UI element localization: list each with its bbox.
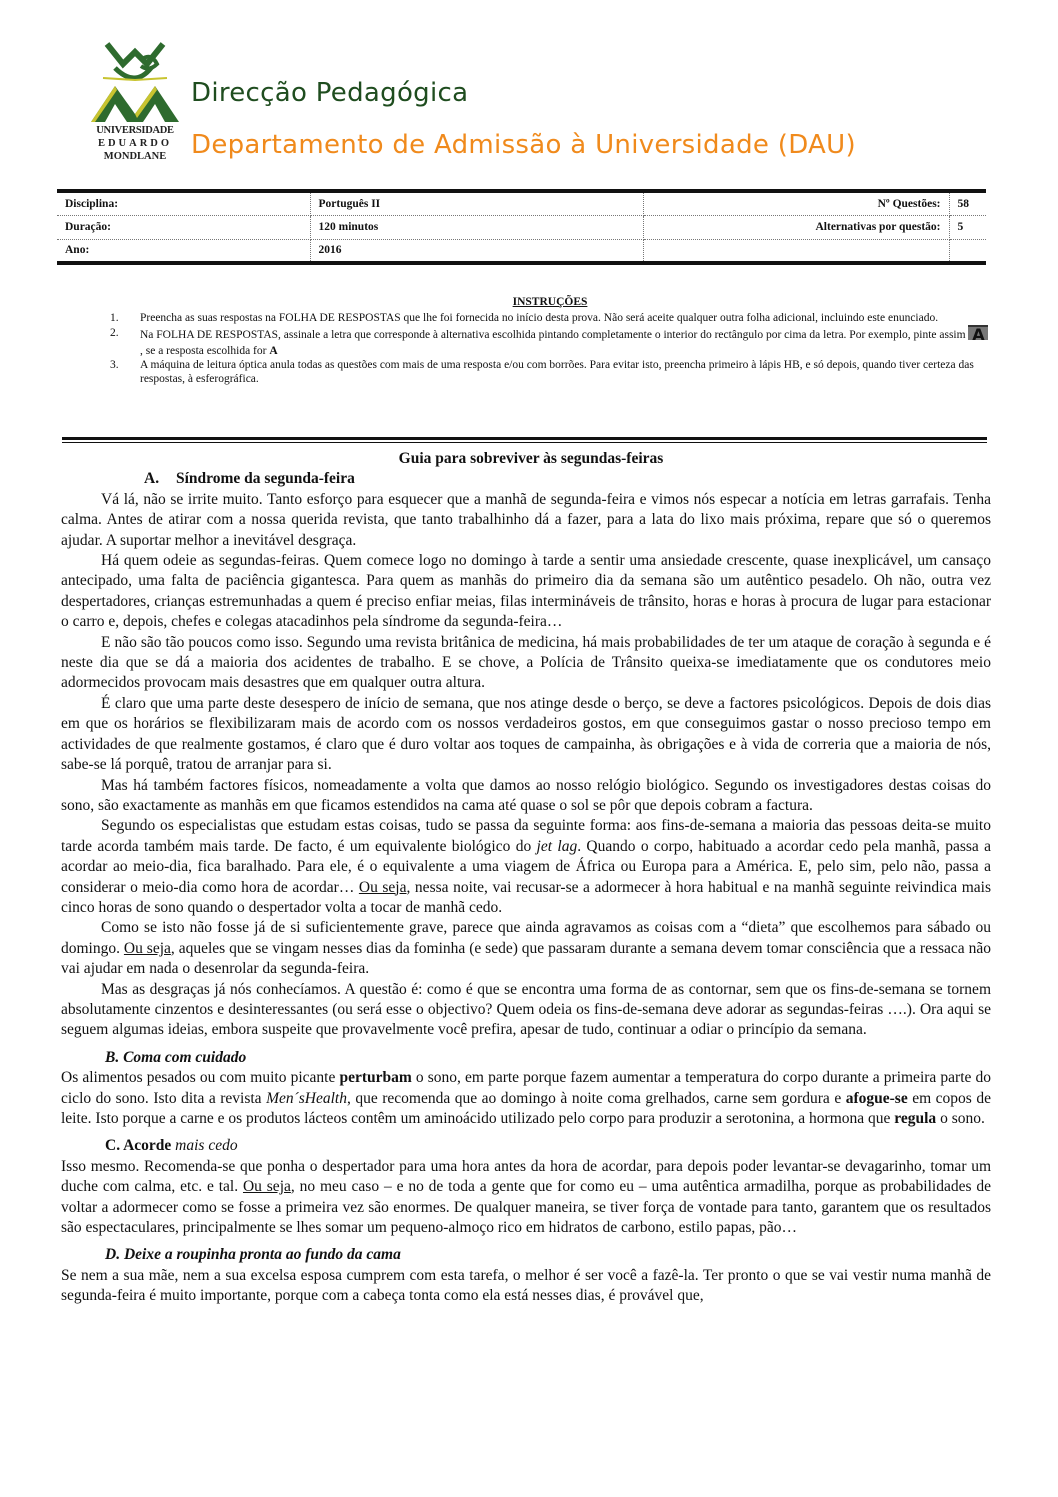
table-row xyxy=(57,191,986,215)
university-logo xyxy=(85,38,185,166)
logo-wordmark: UNIVERSIDADE EDUARDO MONDLANE xyxy=(96,125,174,162)
page-header xyxy=(85,38,985,168)
paragraph: Como se isto não fosse já de si suficientemente grave, parece que ainda agravamos as coisas com a “dieta” que escolhemos para sábado ou domingo. Ou seja, aqueles que se vingam nesses dias da fominha (e sede) que passaram durante a semana devem tomar consciência que a ressaca não vai ajudar em nada o desenrolar da segunda-feira. xyxy=(61,919,991,978)
instruction-item: 2. Na FOLHA DE RESPOSTAS, assinale a letra que corresponde à alternativa escolhida pintando completamente o interior do rectângulo por cima da letra. Por exemplo, pinte assim A, se a resposta escolhida for A xyxy=(100,325,990,359)
section-d-heading: D. Deixe a roupinha pronta ao fundo da cama xyxy=(105,1246,401,1264)
discipline-value: Português II xyxy=(310,191,643,215)
section-divider xyxy=(62,437,987,443)
exam-info-table xyxy=(57,189,986,265)
instructions xyxy=(100,296,990,386)
header-subtitle: Departamento de Admissão à Universidade (DAU) xyxy=(191,130,856,160)
paragraph: Os alimentos pesados ou com muito picante perturbam o sono, em parte porque fazem aumentar a temperatura do corpo durante a primeira parte do ciclo do sono. Isto dita a revista Men´sHealth, que recomenda que ao domingo à noite coma grelhados, carne sem gordura e afogue-se em copos de leite. Isto porque a carne e os produtos lácteos contêm um aminoácido utilizado pelo corpo para produzir a serotonina, a hormona que regula o sono. xyxy=(61,1069,991,1127)
duration-label: Duração: xyxy=(57,215,310,239)
filled-box-example-icon: A xyxy=(968,325,988,340)
alternatives-label: Alternativas por questão: xyxy=(643,215,949,239)
paragraph: E não são tão poucos como isso. Segundo uma revista britânica de medicina, há mais probabilidades de ter um ataque de coração à segunda e é neste dia que se dá a maioria dos acidentes de trabalho. E se chove, a Polícia de Trânsito queixa-se imediatamente que os condutores meio adormecidos provocam mais desastres que em qualquer outra altura. xyxy=(61,633,991,692)
paragraph: Segundo os especialistas que estudam estas coisas, tudo se passa da seguinte forma: aos fins-de-semana a maioria das pessoas deita-se muito tarde acorda também mais tarde. De facto, é um equivalente biológico do jet lag. Quando o corpo, habituado a acordar cedo pela manhã, passa a acordar ao meio-dia, fica baralhado. Para ele, é o equivalente a uma viagem de África ou Europa para a América. E, pelo sim, pelo não, passa a considerar o meio-dia como hora de acordar… Ou seja, nessa noite, vai recusar-se a adormecer à hora habitual e na manhã seguinte reivindica mais cinco horas de sono quando o despertador volta a tocar de manhã cedo. xyxy=(61,817,992,916)
passage-title: Guia para sobreviver às segundas-feiras xyxy=(398,450,664,467)
year-value: 2016 xyxy=(310,239,643,263)
paragraph: Há quem odeie as segundas-feiras. Quem comece logo no domingo à tarde a sentir uma ansiedade crescente, quase inexplicável, um cansaço antecipado, uma falta de paciência gigantesca. Para quem as manhãs do primeiro dia da semana são um autêntico pesadelo. Oh não, outra vez despertadores, crianças estremunhadas a quem é preciso enfiar meias, filas intermináveis de trânsito, horas e horas à procura de lugar para estacionar o carro e, depois, chefes e colegas atacadinhos pela síndrome da segunda-feira… xyxy=(61,552,991,631)
paragraph: É claro que uma parte deste desespero de início de semana, que nos atinge desde o berço, se deve a factores psicológicos. Depois de dois dias em que os horários se flexibilizaram mais de acordo com os nossos verdadeiros gostos, em que conseguimos gastar o nosso precioso tempo em actividades de que realmente gostamos, é claro que é duro voltar aos toques de campainha, às obrigações e à vida de correria que a maioria de nós, sabe-se lá porquê, tratou de arranjar para si. xyxy=(61,694,991,774)
instructions-title: INSTRUÇÕES xyxy=(512,296,588,308)
paragraph: Se nem a sua mãe, nem a sua excelsa esposa cumprem com esta tarefa, o melhor é ser você a fazê-la. Ter pronto o que se vai vestir numa manhã de segunda-feira é muito importante, porque com a cabeça tonta como ela está nesses dias, é provável que, xyxy=(61,1266,991,1305)
paragraph: Vá lá, não se irrite muito. Tanto esforço para esquecer que a manhã de segunda-feira e vimos nós especar a notícia em letras garrafais. Tenha calma. Antes de atirar com a nossa querida revista, que tanto trabalhinho dá a fazer, para a lata do lixo mais próxima, repare que só o queremos ajudar. A suportar melhor a inevitável desgraça. xyxy=(61,490,991,549)
duration-value: 120 minutos xyxy=(310,215,643,239)
empty-cell xyxy=(643,239,949,263)
alternatives-value: 5 xyxy=(949,215,986,239)
table-row xyxy=(57,215,986,239)
section-b-heading: B. Coma com cuidado xyxy=(105,1048,247,1066)
table-row xyxy=(57,239,986,263)
year-label: Ano: xyxy=(57,239,310,263)
section-c-heading: C. Acorde mais cedo xyxy=(105,1137,238,1155)
instruction-item: 1. Preencha as suas respostas na FOLHA DE RESPOSTAS que lhe foi fornecida no início desta prova. Não será aceite qualquer outra folha adicional, incluindo este enunciado. xyxy=(110,311,939,324)
questions-value: 58 xyxy=(949,191,986,215)
instructions-list xyxy=(100,312,990,387)
uem-emblem-icon xyxy=(85,38,185,124)
paragraph: Isso mesmo. Recomenda-se que ponha o despertador para uma hora antes da hora de acordar, para depois poder levantar-se devagarinho, tomar um duche com calma, etc. e tal. Ou seja, no meu caso – e no de toda a gente que for como eu – uma autêntica armadilha, porque as probabilidades de voltar a adormecer como se fosse a primeira vez são enormes. De qualquer maneira, se tiver força de vontade para tanto, garantem que os resultados são espectaculares, principalmente se lhes somar um pequeno-almoço rico em hidratos de carbono, estilo papas, pão… xyxy=(61,1157,992,1237)
questions-label: Nº Questões: xyxy=(643,191,949,215)
header-title: Direcção Pedagógica xyxy=(191,78,469,108)
empty-cell xyxy=(949,239,986,263)
reading-passage xyxy=(61,449,991,1307)
section-a-heading: A. Síndrome da segunda-feira xyxy=(144,470,355,488)
instruction-item: 3. A máquina de leitura óptica anula todas as questões com mais de uma resposta e/ou com borrões. Para evitar isto, preencha primeiro à lápis HB, e só depois, quando tiver certeza das respostas, à esferográfica. xyxy=(110,359,974,385)
discipline-label: Disciplina: xyxy=(57,191,310,215)
paragraph: Mas as desgraças já nós conhecíamos. A questão é: como é que se encontra uma forma de as contornar, sem que os fins-de-semana se tornem absolutamente cinzentos e desinteressantes (ou será esse o objectivo? Quem odeia os fins-de-semana deve adorar as segundas-feiras ….). Ora aqui se seguem algumas ideias, embora suspeite que provavelmente você prefira, apesar de tudo, continuar a odiar o princípio da semana. xyxy=(61,980,991,1039)
paragraph: Mas há também factores físicos, nomeadamente a volta que damos ao nosso relógio biológico. Segundo os investigadores destas coisas do sono, são exactamente as manhãs em que ficamos estendidos na cama até quase o sol se pôr que depois cobram a factura. xyxy=(61,776,991,814)
